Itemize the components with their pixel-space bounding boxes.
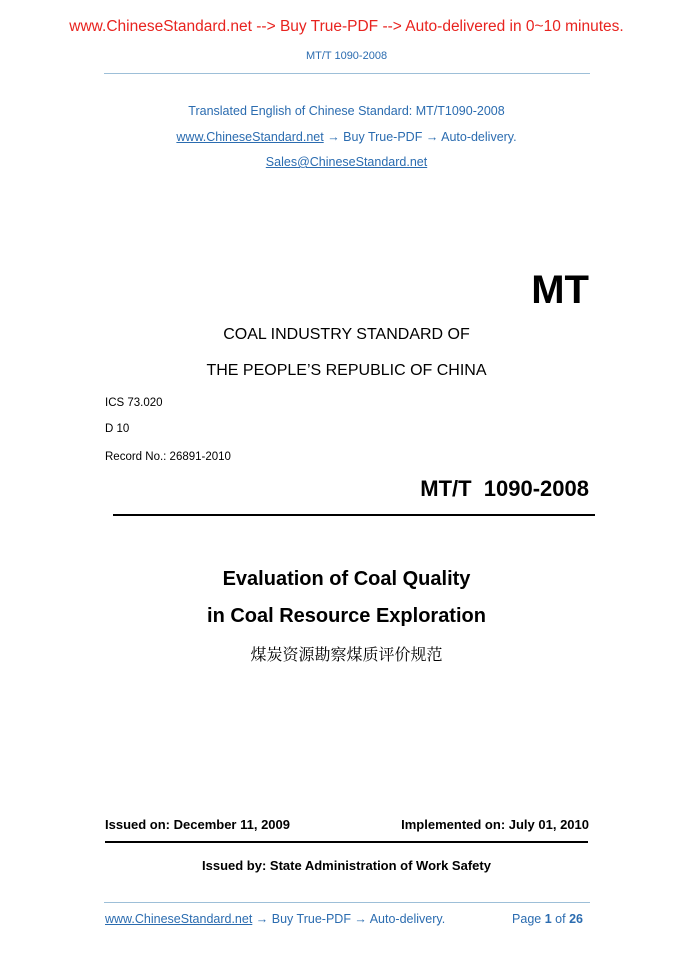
page-current: 1 xyxy=(544,912,552,926)
site-link[interactable]: www.ChineseStandard.net xyxy=(176,130,324,144)
footer-buy-text: → Buy True-PDF → Auto-delivery. xyxy=(255,912,446,926)
footer-divider xyxy=(104,902,590,903)
standard-of-line1: COAL INDUSTRY STANDARD OF xyxy=(223,326,470,343)
issued-on: Issued on: December 11, 2009 xyxy=(105,817,290,832)
standard-mark: MT xyxy=(531,268,589,312)
record-number: Record No.: 26891-2010 xyxy=(105,451,231,463)
title-line2: in Coal Resource Exploration xyxy=(207,605,486,627)
of-label: of xyxy=(555,912,566,926)
issued-by: Issued by: State Administration of Work Safety xyxy=(202,858,491,873)
page-indicator xyxy=(512,912,583,926)
implemented-on: Implemented on: July 01, 2010 xyxy=(401,817,589,832)
translation-note: Translated English of Chinese Standard: MT/T1090-2008 xyxy=(188,104,505,118)
translation-buy-line xyxy=(0,130,693,144)
buy-text: → Buy True-PDF → Auto-delivery. xyxy=(327,130,517,144)
code-divider xyxy=(113,514,595,516)
promo-banner[interactable]: www.ChineseStandard.net --> Buy True-PDF --> Auto-delivered in 0~10 minutes. xyxy=(69,18,624,35)
ics-code: ICS 73.020 xyxy=(105,397,163,409)
standard-code: MT/T 1090-2008 xyxy=(420,476,589,501)
dates-divider xyxy=(105,841,588,843)
footer-site-link[interactable]: www.ChineseStandard.net xyxy=(105,912,253,926)
page-label: Page xyxy=(512,912,542,926)
footer-buy-line xyxy=(105,912,445,926)
classification-code: D 10 xyxy=(105,423,130,435)
title-chinese: 煤炭资源勘察煤质评价规范 xyxy=(250,647,443,664)
header-standard-code: MT/T 1090-2008 xyxy=(305,50,388,62)
sales-email-link[interactable]: Sales@ChineseStandard.net xyxy=(265,155,428,169)
email-line xyxy=(0,155,693,169)
page-total: 26 xyxy=(569,912,583,926)
title-line1: Evaluation of Coal Quality xyxy=(222,568,471,590)
standard-of-line2: THE PEOPLE’S REPUBLIC OF CHINA xyxy=(206,362,487,379)
header-divider xyxy=(104,73,590,74)
